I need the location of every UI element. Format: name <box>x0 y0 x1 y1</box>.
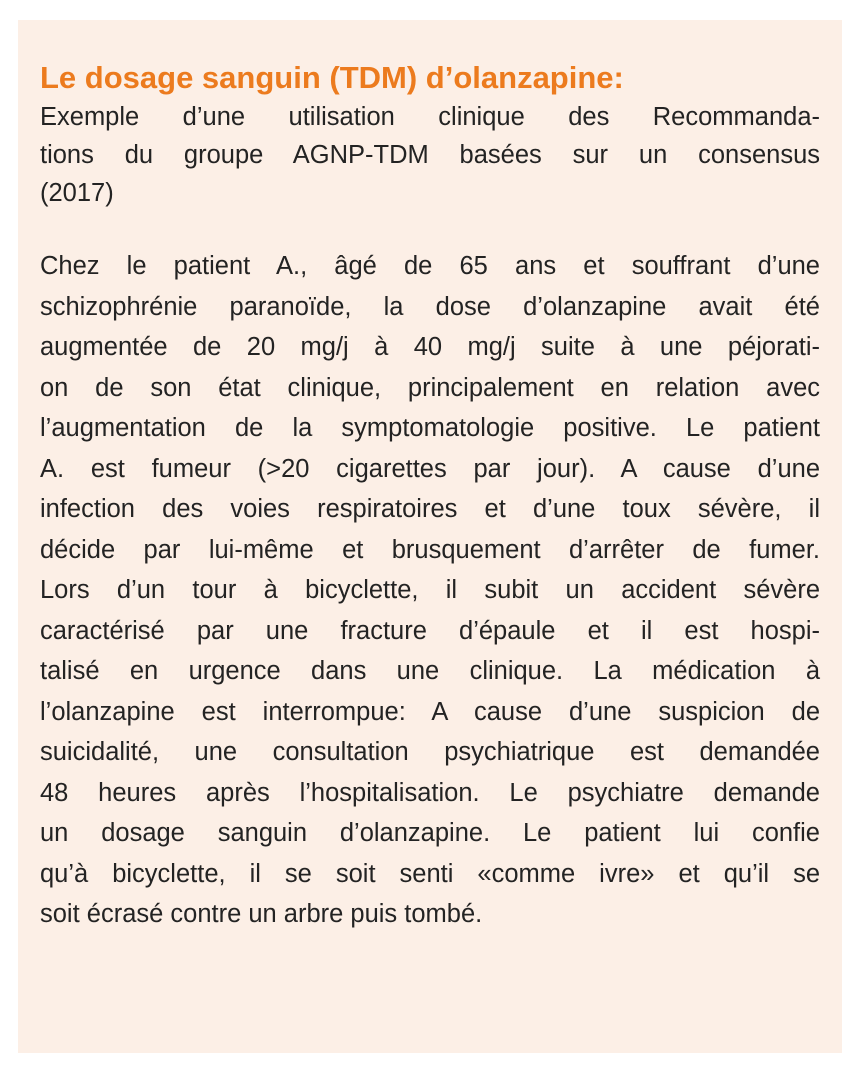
body-line: suicidalité, une consultation psychiatrique est demandée <box>40 738 820 766</box>
body-line: schizophrénie paranoïde, la dose d’olanzapine avait été <box>40 292 820 321</box>
case-description <box>40 246 820 935</box>
body-line: caractérisé par une fracture d’épaule et il est hospi- <box>40 616 820 645</box>
subtitle-line: (2017) <box>40 179 114 207</box>
body-line: Lors d’un tour à bicyclette, il subit un accident sévère <box>40 576 820 604</box>
subtitle-line: tions du groupe AGNP-TDM basées sur un consensus <box>40 141 820 169</box>
subtitle-line: Exemple d’une utilisation clinique des Recommanda- <box>40 103 820 131</box>
box-title: Le dosage sanguin (TDM) d’olanzapine: <box>40 60 624 95</box>
body-line: Chez le patient A., âgé de 65 ans et souffrant d’une <box>40 252 820 280</box>
body-line: l’augmentation de la symptomatologie positive. Le patient <box>40 414 820 442</box>
body-line: A. est fumeur (>20 cigarettes par jour). A cause d’une <box>40 454 820 483</box>
body-line: augmentée de 20 mg/j à 40 mg/j suite à une péjorati- <box>40 333 820 361</box>
body-line: infection des voies respiratoires et d’une toux sévère, il <box>40 495 820 523</box>
body-line: qu’à bicyclette, il se soit senti «comme ivre» et qu’il se <box>40 859 820 888</box>
body-line: décide par lui-même et brusquement d’arrêter de fumer. <box>40 535 820 564</box>
case-box <box>18 20 842 1053</box>
body-line: on de son état clinique, principalement en relation avec <box>40 373 820 402</box>
body-line: 48 heures après l’hospitalisation. Le psychiatre demande <box>40 778 820 807</box>
body-line: un dosage sanguin d’olanzapine. Le patient lui confie <box>40 819 820 847</box>
body-line: soit écrasé contre un arbre puis tombé. <box>40 900 483 928</box>
body-line: l’olanzapine est interrompue: A cause d’une suspicion de <box>40 697 820 726</box>
body-line: talisé en urgence dans une clinique. La médication à <box>40 657 820 685</box>
box-subtitle <box>40 98 820 212</box>
